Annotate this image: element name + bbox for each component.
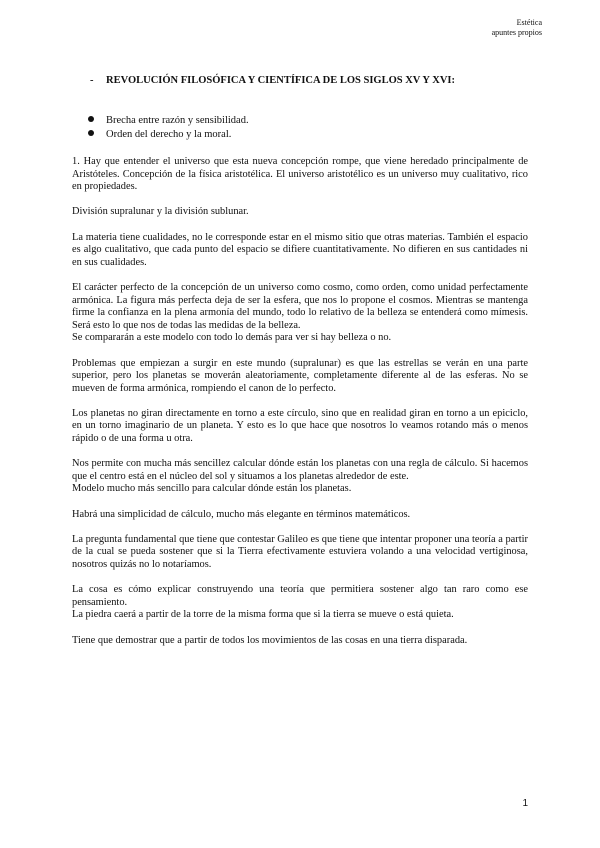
paragraph: 1. Hay que entender el universo que esta nueva concepción rompe, que viene heredado principalmente de Aristóteles. Concepción de la física aristotélica. El universo aristotélico es un universo muy cualitativo, rico en propiedades. xyxy=(72,156,528,193)
page-number: 1 xyxy=(522,798,528,809)
header-subject: Estética xyxy=(516,18,542,27)
paragraph: Nos permite con mucha más sencillez calcular dónde están los planetas con una regla de cálculo. Si hacemos que el centro está en el núcleo del sol y situamos a los planetas alrededor de este. xyxy=(72,458,528,482)
list-item xyxy=(88,128,249,142)
bullet-list xyxy=(88,114,249,142)
header-note: apuntes propios xyxy=(491,28,542,37)
paragraph: La cosa es cómo explicar construyendo una teoría que permitiera sostener algo tan raro como ese pensamiento. xyxy=(72,584,528,608)
paragraph: Los planetas no giran directamente en torno a este círculo, sino que en realidad giran en torno a un epiciclo, en un torno imaginario de un planeta. Y esto es lo que hace que nosotros lo veamos rotando más o menos rápido o de una forma u otra. xyxy=(72,407,528,445)
paragraph: Problemas que empiezan a surgir en este mundo (supralunar) es que las estrellas se verán en una parte superior, pero los planetas se moverán aleatoriamente, completamente diferente al de las esferas. No se mueven de forma armónica, rompiendo el canon de lo perfecto. xyxy=(72,357,528,394)
paragraph: Tiene que demostrar que a partir de todos los movimientos de las cosas en una tierra disparada. xyxy=(72,634,468,646)
bullet-icon xyxy=(88,130,94,136)
paragraph: La pregunta fundamental que tiene que contestar Galileo es que tiene que intentar proponer una teoría a partir de la cual se pueda sostener que si la Tierra efectivamente estuviera volando a una velocidad vertiginosa, nosotros quizás no lo notaríamos. xyxy=(72,533,528,570)
list-item xyxy=(88,114,249,128)
paragraph: División supralunar y la división sublunar. xyxy=(72,206,249,218)
paragraph: La materia tiene cualidades, no le corresponde estar en el mismo sitio que otras materias. También el espacio es algo cualitativo, que cada punto del espacio se difiere cuantitativamente. No difieren en sus cantidades ni en sus cualidades. xyxy=(72,231,528,268)
paragraph: El carácter perfecto de la concepción de un universo como cosmo, como orden, como unidad perfectamente armónica. La figura más perfecta deja de ser la esfera, que nos lo propone el cosmos. Mientras se mantenga firme la confianza en la plena armonía del mundo, todo lo relativo de la belleza se entenderá como mímesis. Será esto lo que nos de todas las medidas de la belleza. xyxy=(72,281,528,331)
paragraph: Habrá una simplicidad de cálculo, mucho más elegante en términos matemáticos. xyxy=(72,508,411,520)
title-dash: - xyxy=(90,75,94,86)
paragraph: Modelo mucho más sencillo para calcular dónde están los planetas. xyxy=(72,483,352,495)
paragraph: La piedra caerá a partir de la torre de la misma forma que si la tierra se mueve o está quieta. xyxy=(72,609,454,621)
section-title xyxy=(90,74,560,88)
paragraph: Se compararán a este modelo con todo lo demás para ver si hay belleza o no. xyxy=(72,332,392,344)
document-body xyxy=(72,156,528,660)
title-text: REVOLUCIÓN FILOSÓFICA Y CIENTÍFICA DE LOS SIGLOS XV Y XVI: xyxy=(106,75,455,86)
bullet-text: Brecha entre razón y sensibilidad. xyxy=(106,115,249,126)
bullet-text: Orden del derecho y la moral. xyxy=(106,129,232,140)
page-header xyxy=(492,18,542,38)
bullet-icon xyxy=(88,116,94,122)
